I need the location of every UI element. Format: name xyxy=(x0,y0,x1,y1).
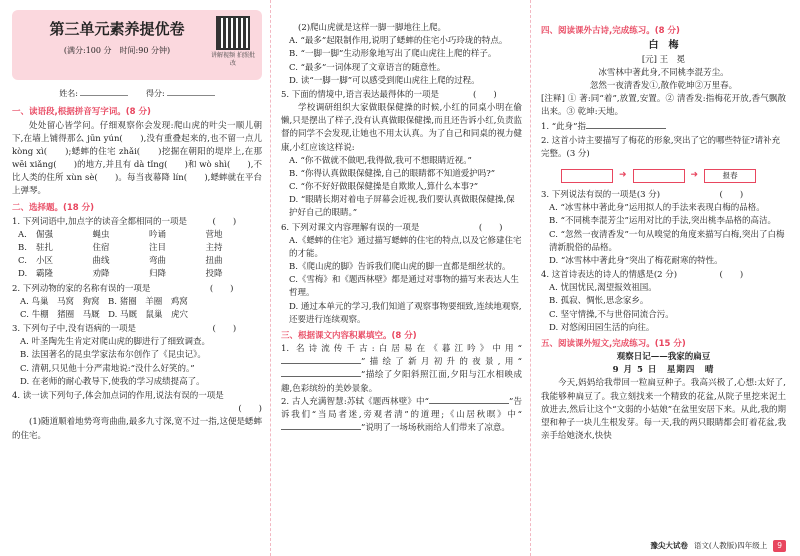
qr-caption: 讲解视频 拍照批改 xyxy=(211,52,255,67)
middle-column xyxy=(270,0,530,556)
option-item[interactable]: B. 法国著名的昆虫学家法布尔创作了《昆虫记》。 xyxy=(20,350,206,361)
brand: 豫尖大试卷 xyxy=(650,541,688,551)
name-score-row xyxy=(12,88,262,100)
option-cell: 驻扎 xyxy=(36,243,54,254)
question-5-text: 学校调研组织大家做眼保健操的时候,小红的同桌小明在偷懒,只是摆出了样子,没有认真做眼保健操,而且还告诉小红,负责监督的同学不会发现,让她也不用太认真。为了自己和同桌的视力健康,小红应该这样说: xyxy=(281,103,522,153)
option-item[interactable]: B. “不同桃李混芳尘”运用对比的手法,突出桃李品格的高洁。 xyxy=(549,216,777,227)
score-label: 得分: xyxy=(146,89,165,98)
question-4-options xyxy=(281,35,522,88)
question-5: 5. 下面的情境中,语言表达最得体的一项是 ( ) xyxy=(281,89,497,100)
option-item[interactable]: D. 对悠闲田园生活的向往。 xyxy=(549,322,655,333)
section-4-title: 四、阅读课外古诗,完成练习。(8 分) xyxy=(541,26,680,36)
qr-code-icon xyxy=(216,16,250,50)
option-cell: D. xyxy=(18,269,28,280)
answer-box-2[interactable] xyxy=(633,169,685,183)
question-6-options xyxy=(281,235,522,327)
option-item[interactable]: A. “最多”起限制作用,说明了蟋蟀的住宅小巧玲珑的特点。 xyxy=(289,36,508,47)
option-row[interactable] xyxy=(12,255,262,268)
option-item[interactable]: C.《雪梅》和《题西林壁》都是通过对事物的描写来表达人生哲理。 xyxy=(289,275,519,299)
diary-text: 今天,妈妈给我带回一粒扁豆种子。我高兴极了,心想:太好了,我能够种扁豆了。我立刻找来一个精致的花盆,从院子里挖来泥土放进去,然后让这个“文弱的小姑娘”在盆里安居下来。从此,我的期望和种子一块儿生根发芽。每一天,我的两只眼睛都会盯着花盆,我亲手给她浇水,快快 xyxy=(541,378,786,442)
option-item[interactable]: B. 孤寂、惆怅,思念家乡。 xyxy=(549,296,649,307)
option-item[interactable]: B. “一脚一脚”生动形象地写出了爬山虎往上爬的样子。 xyxy=(289,49,497,60)
option-row[interactable] xyxy=(12,242,262,255)
blank[interactable] xyxy=(281,429,361,430)
option-item[interactable]: B.《爬山虎的脚》告诉我们爬山虎的脚一直都是细丝状的。 xyxy=(289,262,511,273)
option-cell: 蝇虫 xyxy=(92,229,110,240)
option-cell: B. xyxy=(18,243,27,254)
option-cell: 霸隆 xyxy=(36,269,54,280)
option-item[interactable]: A. “冰雪林中著此身”运用拟人的手法来表现白梅的品格。 xyxy=(549,203,765,214)
score-field[interactable] xyxy=(167,95,215,96)
page-number: 9 xyxy=(773,540,786,552)
question-4-sentence-2: (2)爬山虎就是这样一脚一脚地往上爬。 xyxy=(298,23,447,33)
option-cell: 住宿 xyxy=(92,243,110,254)
option-cell: 投降 xyxy=(205,269,223,280)
option-cell: A. xyxy=(18,229,27,240)
question-2: 2. 下列动物的家的名称有误的一项是 ( ) xyxy=(12,283,234,294)
option-item[interactable]: A.《蟋蟀的住宅》通过描写蟋蟀的住宅的特点,以及它修建住宅的才能。 xyxy=(289,235,522,259)
section-5-title: 五、阅读课外短文,完成练习。(15 分) xyxy=(541,338,686,349)
poem-question-3-options xyxy=(541,202,786,268)
section-3-q1: 1. 名诗流传千古:白居易在《暮江吟》中用“”描绘了新月初升的夜景,用“”描绘了夕阳斜照江面,夕阳与江水相映成趣,色彩缤纷的美妙景象。 xyxy=(281,344,522,394)
option-item[interactable]: C. 清朝,只见他十分严肃地说:“没什么好笑的。” xyxy=(20,363,195,374)
diary-date: 9 月 5 日 星期四 晴 xyxy=(612,365,715,376)
section-1-title: 一、读语段,根据拼音写字词。(8 分) xyxy=(12,107,151,118)
option-cell: 倔强 xyxy=(36,229,54,240)
option-item[interactable]: A. “你不做就不做吧,我得做,我可不想眼睛近视。” xyxy=(289,155,472,166)
option-cell: 劝降 xyxy=(92,269,110,280)
section-3-title: 三、根据课文内容积累填空。(8 分) xyxy=(281,330,417,341)
arrow-right-icon: ➜ xyxy=(690,170,699,181)
exam-meta: (满分:100 分 时间:90 分钟) xyxy=(63,46,171,56)
option-cell: 扭曲 xyxy=(205,256,223,267)
blank[interactable] xyxy=(586,128,666,129)
name-field[interactable] xyxy=(80,95,128,96)
option-item[interactable]: D. 读“一脚一脚”可以感受到爬山虎往上爬的过程。 xyxy=(289,75,480,86)
question-1-options xyxy=(12,229,262,282)
poem-question-2: 2. 这首小诗主要描写了梅花的形象,突出了它的哪些特征?请补充完整。(3 分) xyxy=(541,135,781,159)
blank[interactable] xyxy=(281,363,361,364)
question-2-option-ab[interactable]: A. 鸟巢 马窝 狗窝 B. 猪圈 羊圈 鸡窝 xyxy=(20,296,188,307)
option-cell: 主持 xyxy=(205,243,223,254)
arrow-right-icon: ➜ xyxy=(619,170,627,181)
poem-line-1: 冰雪林中著此身,不同桃李混芳尘。 xyxy=(598,67,729,78)
left-column xyxy=(0,0,270,556)
subject: 语文(人教版)四年级上 xyxy=(693,541,768,551)
option-cell: C. xyxy=(18,256,27,267)
option-item[interactable]: A. 叶圣陶先生肯定对爬山虎的脚进行了细致调查。 xyxy=(20,337,211,348)
poem-title: 白 梅 xyxy=(648,40,679,52)
question-4: 4. 读一读下列句子,体会加点词的作用,说法有误的一项是 xyxy=(12,391,224,401)
poem-question-4: 4. 这首诗表达的诗人的情感是(2 分) ( ) xyxy=(541,270,744,281)
option-item[interactable]: C. “最多”一词体现了文章语言的随意性。 xyxy=(289,62,446,73)
question-2-option-cd[interactable]: C. 牛棚 猪圈 马厩 D. 马厩 鼠巢 虎穴 xyxy=(20,309,189,320)
option-cell: 曲线 xyxy=(92,256,110,267)
question-4-paren: ( ) xyxy=(238,404,262,415)
question-1: 1. 下列词语中,加点字的读音全都相同的一项是 ( ) xyxy=(12,216,237,227)
question-3: 3. 下列句子中,没有语病的一项是 ( ) xyxy=(12,324,237,335)
section-1-text: 处处留心皆学问。仔细观察你会发现:爬山虎的叶尖一顺儿朝下,在墙上铺得那么 jūn yún( ),没有重叠起来的,也不留一点儿 kòng xì( );蟋蟀的住宅 zhǎi( )挖掘在朝阳的堤岸上,在那 wēi xiǎng( )的地方,并且有 dà tǐng( )和 wò shì( ),不比人类的住所 xùn sè( )。每当夜幕降 lín( ),蟋蟀就在平台上弹琴。 xyxy=(12,120,262,197)
poem-author: [元] 王 冕 xyxy=(641,54,686,65)
option-cell: 吟诵 xyxy=(149,229,167,240)
blank[interactable] xyxy=(429,403,509,404)
option-cell: 小区 xyxy=(36,256,54,267)
option-cell: 弯曲 xyxy=(149,256,167,267)
option-row[interactable] xyxy=(12,229,262,242)
question-6: 6. 下列对课文内容理解有误的一项是 ( ) xyxy=(281,222,503,233)
option-item[interactable]: D. 在老师的耐心教导下,使我的学习成绩提高了。 xyxy=(20,376,205,387)
option-cell: 营地 xyxy=(205,229,223,240)
poem-question-1: 1. “此身”指 xyxy=(541,121,786,134)
section-3-q2: 2. 古人充满智慧:苏轼《题西林壁》中“ ”告诉我们“当局者迷,旁观者清”的道理;《山居秋暝》中“”说明了一场场秋雨给人们带来了凉意。 xyxy=(281,396,522,434)
option-item[interactable]: C. “你不好好做眼保健操是自欺欺人,算什么本事?” xyxy=(289,182,479,193)
option-item[interactable]: A. 忧国忧民,渴望报效祖国。 xyxy=(549,283,657,294)
answer-box-1[interactable] xyxy=(561,169,613,183)
right-column xyxy=(530,0,800,556)
option-item[interactable]: D. “眼睛长期对着电子屏幕会近视,我们要认真做眼保健操,保护好自己的眼睛。” xyxy=(289,195,515,219)
blank[interactable] xyxy=(281,376,361,377)
option-item[interactable]: D. 通过本单元的学习,我们知道了观察事物要细致,连续地观察,还要进行连续观察。 xyxy=(289,301,522,325)
section-2-title: 二、选择题。(18 分) xyxy=(12,202,95,213)
question-4-text: (1)随道顺着地势弯弯曲曲,最多九寸深,宽不过一指,这便是蟋蟀的住宅。 xyxy=(12,417,262,441)
diary-title: 观察日记——我家的扁豆 xyxy=(616,352,711,363)
question-5-options xyxy=(281,155,522,221)
exam-header xyxy=(12,10,262,80)
poem-note: [注释] ① 著:同“着”,放置,安置。② 清香发:指梅花开放,香气飘散出来。③ 乾坤:天地。 xyxy=(541,94,786,118)
option-cell: 归降 xyxy=(149,269,167,280)
answer-boxes xyxy=(561,169,786,183)
question-3-options xyxy=(12,336,262,389)
option-row[interactable] xyxy=(12,268,262,281)
name-label: 姓名: xyxy=(59,89,78,98)
option-item[interactable]: C. “忽然一夜清香发”一句从嗅觉的角度来描写白梅,突出了白梅清新脱俗的品格。 xyxy=(549,229,785,253)
option-item[interactable]: B. “你得认真做眼保健操,自己的眼睛都不知道爱护吗?” xyxy=(289,168,496,179)
poem-line-2: 忽然一夜清香发①,散作乾坤②万里春。 xyxy=(589,81,738,92)
page-footer xyxy=(650,540,786,552)
poem-question-3: 3. 下列说法有误的一项是(3 分) ( ) xyxy=(541,190,744,201)
option-cell: 注目 xyxy=(149,243,167,254)
answer-box-3: 报春 xyxy=(704,169,756,183)
poem-question-4-options xyxy=(541,282,786,335)
option-item[interactable]: D. “冰雪林中著此身”突出了梅花耐寒的特性。 xyxy=(549,255,723,266)
page-title: 第三单元素养提优卷 xyxy=(49,20,185,38)
option-item[interactable]: C. 坚守情操,不与世俗同流合污。 xyxy=(549,309,674,320)
